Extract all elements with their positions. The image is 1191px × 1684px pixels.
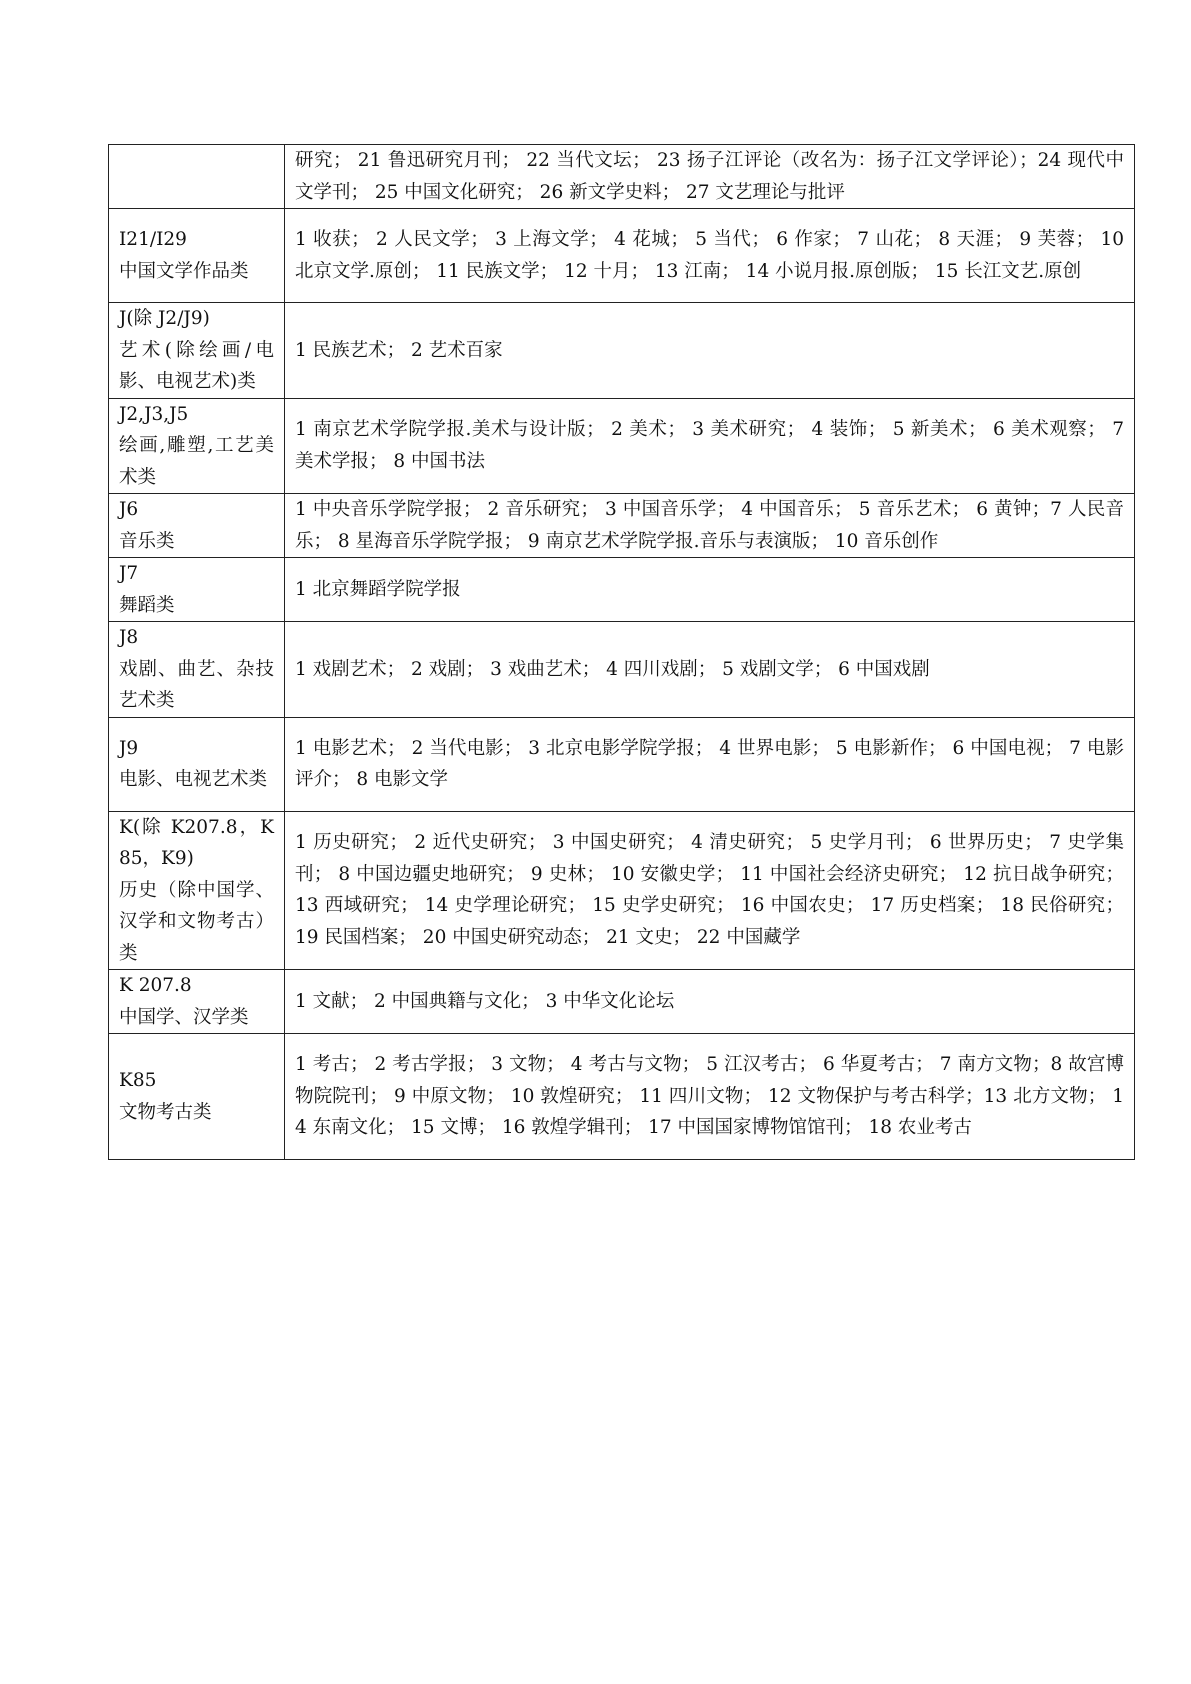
journals-cell: 1 北京舞蹈学院学报 (285, 558, 1135, 622)
table-row (109, 398, 1135, 494)
category-code: J2,J3,J5 (119, 403, 189, 425)
category-name: 绘画,雕塑,工艺美术类 (119, 435, 274, 488)
table-row (109, 622, 1135, 718)
table-row (109, 970, 1135, 1034)
category-name: 中国文学作品类 (119, 260, 249, 282)
category-code: K 207.8 (119, 975, 192, 996)
table-row (109, 1034, 1135, 1160)
journal-category-table (108, 144, 1135, 1160)
category-name: 戏剧、曲艺、杂技艺术类 (119, 658, 274, 711)
category-cell (109, 558, 285, 622)
table-row (109, 717, 1135, 811)
category-cell (109, 303, 285, 399)
category-cell (109, 494, 285, 558)
journals-cell: 1 中央音乐学院学报； 2 音乐研究； 3 中国音乐学； 4 中国音乐； 5 音乐艺术； 6 黄钟；7 人民音乐； 8 星海音乐学院学报； 9 南京艺术学院学报.音乐与表演版； 10 音乐创作 (285, 494, 1135, 558)
journals-cell: 1 文献； 2 中国典籍与文化； 3 中华文化论坛 (285, 970, 1135, 1034)
category-code: J9 (119, 737, 139, 759)
table-row (109, 494, 1135, 558)
category-name: 音乐类 (119, 530, 175, 552)
category-name: 中国学、汉学类 (119, 1006, 249, 1028)
journals-cell: 研究； 21 鲁迅研究月刊； 22 当代文坛； 23 扬子江评论（改名为：扬子江文学评论）；24 现代中文学刊； 25 中国文化研究； 26 新文学史料； 27 文艺理论与批评 (285, 145, 1135, 209)
journals-cell: 1 考古； 2 考古学报； 3 文物； 4 考古与文物； 5 江汉考古； 6 华夏考古； 7 南方文物；8 故宫博物院院刊； 9 中原文物； 10 敦煌研究； 11 四川文物； 12 文物保护与考古科学；13 北方文物； 14 东南文化； 15 文博； 16 敦煌学辑刊； 17 中国国家博物馆馆刊； 18 农业考古 (285, 1034, 1135, 1160)
category-code: K(除 K207.8，K85，K9) (119, 816, 274, 869)
category-name: 文物考古类 (119, 1101, 212, 1123)
journals-cell: 1 南京艺术学院学报.美术与设计版； 2 美术； 3 美术研究； 4 装饰； 5 新美术； 6 美术观察； 7 美术学报； 8 中国书法 (285, 398, 1135, 494)
journals-cell: 1 电影艺术； 2 当代电影； 3 北京电影学院学报； 4 世界电影； 5 电影新作； 6 中国电视； 7 电影评介； 8 电影文学 (285, 717, 1135, 811)
category-name: 电影、电视艺术类 (119, 769, 268, 790)
category-cell (109, 1034, 285, 1160)
table-row (109, 811, 1135, 970)
category-code: I21/I29 (119, 229, 187, 250)
category-cell (109, 970, 285, 1034)
journals-cell: 1 收获； 2 人民文学； 3 上海文学； 4 花城； 5 当代； 6 作家； 7 山花； 8 天涯； 9 芙蓉； 10 北京文学.原创； 11 民族文学； 12 十月； 13 江南； 14 小说月报.原创版； 15 长江文艺.原创 (285, 209, 1135, 303)
category-cell (109, 622, 285, 718)
category-cell (109, 209, 285, 303)
table-row (109, 303, 1135, 399)
journals-cell: 1 戏剧艺术； 2 戏剧； 3 戏曲艺术； 4 四川戏剧； 5 戏剧文学； 6 中国戏剧 (285, 622, 1135, 718)
category-code: K85 (119, 1070, 157, 1091)
category-code: J(除 J2/J9) (119, 308, 210, 329)
table-row (109, 558, 1135, 622)
journals-cell: 1 历史研究； 2 近代史研究； 3 中国史研究； 4 清史研究； 5 史学月刊； 6 世界历史； 7 史学集刊； 8 中国边疆史地研究； 9 史林； 10 安徽史学； 11 中国社会经济史研究； 12 抗日战争研究； 13 西域研究； 14 史学理论研究； 15 史学史研究； 16 中国农史； 17 历史档案； 18 民俗研究； 19 民国档案； 20 中国史研究动态； 21 文史； 22 中国藏学 (285, 811, 1135, 970)
journals-cell: 1 民族艺术； 2 艺术百家 (285, 303, 1135, 399)
category-cell (109, 145, 285, 209)
table-row (109, 145, 1135, 209)
category-name: 舞蹈类 (119, 594, 175, 616)
category-cell (109, 717, 285, 811)
category-name: 艺术(除绘画/电影、电视艺术)类 (119, 339, 274, 392)
category-code: J8 (119, 627, 139, 648)
category-cell (109, 811, 285, 970)
category-code: J6 (119, 499, 139, 520)
category-name: 历史（除中国学、汉学和文物考古）类 (119, 879, 274, 964)
table-row (109, 209, 1135, 303)
category-code: J7 (119, 563, 139, 584)
category-cell (109, 398, 285, 494)
